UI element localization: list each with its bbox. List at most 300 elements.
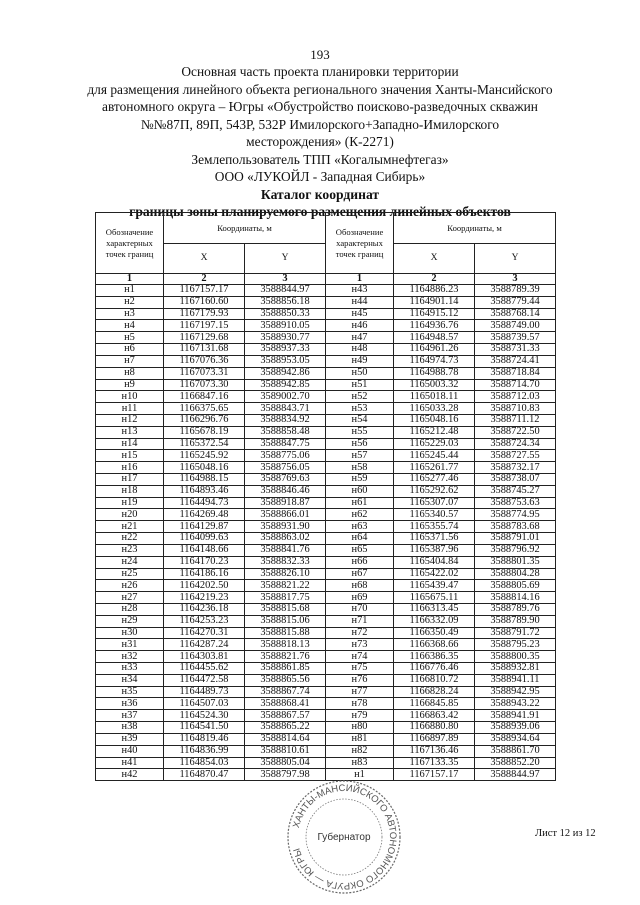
table-row (326, 757, 556, 769)
y-coordinate: 3588918.87 (245, 497, 326, 509)
table-row (326, 651, 556, 663)
x-coordinate: 1165355.74 (394, 521, 475, 533)
point-label-header: Обозначение характерных точек границ (96, 213, 164, 274)
point-label: н68 (326, 580, 394, 592)
x-coordinate: 1165018.11 (394, 391, 475, 403)
y-coordinate: 3588724.34 (475, 438, 556, 450)
y-coordinate: 3588775.06 (245, 450, 326, 462)
point-label: н60 (326, 485, 394, 497)
y-coordinate: 3588910.05 (245, 320, 326, 332)
y-coordinate: 3588867.57 (245, 710, 326, 722)
y-coordinate: 3588941.11 (475, 674, 556, 686)
y-coordinate: 3588800.35 (475, 651, 556, 663)
table-row (96, 674, 326, 686)
x-coordinate: 1167073.31 (164, 367, 245, 379)
point-label: н36 (96, 698, 164, 710)
header-line: Основная часть проекта планировки территории (181, 64, 459, 79)
point-label: н20 (96, 509, 164, 521)
table-row (326, 403, 556, 415)
y-coordinate: 3588756.05 (245, 462, 326, 474)
table-row (326, 296, 556, 308)
y-coordinate: 3588846.46 (245, 485, 326, 497)
table-row (96, 592, 326, 604)
point-label: н57 (326, 450, 394, 462)
x-coordinate: 1164202.50 (164, 580, 245, 592)
x-coordinate: 1166368.66 (394, 639, 475, 651)
x-coordinate: 1165371.56 (394, 533, 475, 545)
point-label: н23 (96, 544, 164, 556)
sheet-info: Лист 12 из 12 (535, 828, 596, 839)
y-coordinate: 3588826.10 (245, 568, 326, 580)
table-row (326, 426, 556, 438)
stamp-ring-text: ХАНТЫ-МАНСИЙСКОГО АВТОНОМНОГО ОКРУГА — ЮГРЫ (290, 782, 399, 892)
y-coordinate: 3588815.68 (245, 603, 326, 615)
x-header: X (394, 243, 475, 274)
y-coordinate: 3588714.70 (475, 379, 556, 391)
point-label: н54 (326, 414, 394, 426)
point-label: н44 (326, 296, 394, 308)
x-coordinate: 1165212.48 (394, 426, 475, 438)
y-coordinate: 3588724.41 (475, 355, 556, 367)
y-coordinate: 3588858.48 (245, 426, 326, 438)
y-coordinate: 3588805.04 (245, 757, 326, 769)
table-body-left (96, 285, 326, 781)
x-coordinate: 1166386.35 (394, 651, 475, 663)
y-coordinate: 3588804.28 (475, 568, 556, 580)
coordinates-table-right (325, 212, 556, 781)
y-coordinate: 3588861.85 (245, 663, 326, 675)
point-label-header: Обозначение характерных точек границ (326, 213, 394, 274)
y-coordinate: 3588738.07 (475, 474, 556, 486)
point-label: н9 (96, 379, 164, 391)
y-coordinate: 3588789.39 (475, 285, 556, 297)
x-coordinate: 1165372.54 (164, 438, 245, 450)
x-coordinate: 1164170.23 (164, 556, 245, 568)
point-label: н50 (326, 367, 394, 379)
table-row (96, 296, 326, 308)
x-coordinate: 1166845.85 (394, 698, 475, 710)
y-coordinate: 3588731.33 (475, 344, 556, 356)
table-row (326, 686, 556, 698)
y-coordinate: 3588941.91 (475, 710, 556, 722)
point-label: н70 (326, 603, 394, 615)
point-label: н38 (96, 722, 164, 734)
point-label: н6 (96, 344, 164, 356)
y-coordinate: 3588710.83 (475, 403, 556, 415)
header-line: №№87П, 89П, 543Р, 532Р Имилорского+Западно-Имилорского (140, 116, 500, 132)
coordinates-header: Координаты, м (164, 213, 326, 244)
table-row (326, 580, 556, 592)
table-row (326, 474, 556, 486)
point-label: н41 (96, 757, 164, 769)
x-coordinate: 1165048.16 (164, 462, 245, 474)
y-coordinate: 3588779.44 (475, 296, 556, 308)
table-row (326, 663, 556, 675)
point-label: н7 (96, 355, 164, 367)
point-label: н48 (326, 344, 394, 356)
y-coordinate: 3588937.33 (245, 344, 326, 356)
x-coordinate: 1166810.72 (394, 674, 475, 686)
y-coordinate: 3588739.57 (475, 332, 556, 344)
x-coordinate: 1164988.15 (164, 474, 245, 486)
point-label: н75 (326, 663, 394, 675)
point-label: н80 (326, 722, 394, 734)
point-label: н1 (326, 769, 394, 781)
column-number: 2 (164, 274, 245, 285)
x-coordinate: 1166296.76 (164, 414, 245, 426)
table-row (326, 521, 556, 533)
y-coordinate: 3588943.22 (475, 698, 556, 710)
point-label: н72 (326, 627, 394, 639)
y-coordinate: 3588852.20 (475, 757, 556, 769)
table-row (96, 320, 326, 332)
x-coordinate: 1164099.63 (164, 533, 245, 545)
table-row (96, 509, 326, 521)
table-body-right (326, 285, 556, 781)
x-coordinate: 1164269.48 (164, 509, 245, 521)
point-label: н42 (96, 769, 164, 781)
y-coordinate: 3588931.90 (245, 521, 326, 533)
column-number: 3 (245, 274, 326, 285)
point-label: н2 (96, 296, 164, 308)
x-coordinate: 1164524.30 (164, 710, 245, 722)
x-coordinate: 1165678.19 (164, 426, 245, 438)
point-label: н25 (96, 568, 164, 580)
point-label: н73 (326, 639, 394, 651)
x-coordinate: 1165003.32 (394, 379, 475, 391)
point-label: н1 (96, 285, 164, 297)
x-coordinate: 1164886.23 (394, 285, 475, 297)
table-row (96, 332, 326, 344)
x-coordinate: 1167136.46 (394, 745, 475, 757)
table-row (326, 355, 556, 367)
table-row (96, 521, 326, 533)
x-coordinate: 1164836.99 (164, 745, 245, 757)
x-header: X (164, 243, 245, 274)
y-coordinate: 3588817.75 (245, 592, 326, 604)
x-coordinate: 1167157.17 (394, 769, 475, 781)
point-label: н35 (96, 686, 164, 698)
column-number: 1 (326, 274, 394, 285)
table-row (96, 710, 326, 722)
header-line: Землепользователь ТПП «Когалымнефтегаз» (191, 151, 449, 167)
x-coordinate: 1164186.16 (164, 568, 245, 580)
y-coordinate: 3588867.74 (245, 686, 326, 698)
point-label: н31 (96, 639, 164, 651)
y-coordinate: 3588801.35 (475, 556, 556, 568)
x-coordinate: 1165292.62 (394, 485, 475, 497)
table-row (326, 367, 556, 379)
table-row (96, 580, 326, 592)
x-coordinate: 1166776.46 (394, 663, 475, 675)
x-coordinate: 1166332.09 (394, 615, 475, 627)
y-coordinate: 3588711.12 (475, 414, 556, 426)
x-coordinate: 1165675.11 (394, 592, 475, 604)
table-row (96, 367, 326, 379)
y-coordinate: 3588768.14 (475, 308, 556, 320)
table-row (326, 344, 556, 356)
y-coordinate: 3588796.92 (475, 544, 556, 556)
point-label: н61 (326, 497, 394, 509)
point-label: н53 (326, 403, 394, 415)
point-label: н3 (96, 308, 164, 320)
x-coordinate: 1167076.36 (164, 355, 245, 367)
table-row (326, 485, 556, 497)
table-row (96, 556, 326, 568)
table-row (326, 320, 556, 332)
y-coordinate: 3588769.63 (245, 474, 326, 486)
x-coordinate: 1164129.87 (164, 521, 245, 533)
point-label: н66 (326, 556, 394, 568)
y-coordinate: 3588861.70 (475, 745, 556, 757)
y-coordinate: 3588847.75 (245, 438, 326, 450)
point-label: н71 (326, 615, 394, 627)
table-row (326, 592, 556, 604)
point-label: н64 (326, 533, 394, 545)
point-label: н51 (326, 379, 394, 391)
table-row (326, 615, 556, 627)
y-coordinate: 3588932.81 (475, 663, 556, 675)
point-label: н83 (326, 757, 394, 769)
y-coordinate: 3588942.86 (245, 367, 326, 379)
point-label: н43 (326, 285, 394, 297)
y-coordinate: 3588774.95 (475, 509, 556, 521)
point-label: н19 (96, 497, 164, 509)
x-coordinate: 1167160.60 (164, 296, 245, 308)
table-row (96, 344, 326, 356)
table-row (326, 379, 556, 391)
y-header: Y (475, 243, 556, 274)
x-coordinate: 1164287.24 (164, 639, 245, 651)
table-row (96, 698, 326, 710)
point-label: н32 (96, 651, 164, 663)
x-coordinate: 1164961.26 (394, 344, 475, 356)
y-coordinate: 3588791.72 (475, 627, 556, 639)
y-coordinate: 3588930.77 (245, 332, 326, 344)
point-label: н78 (326, 698, 394, 710)
point-label: н29 (96, 615, 164, 627)
y-coordinate: 3588844.97 (475, 769, 556, 781)
table-row (96, 285, 326, 297)
coordinates-header: Координаты, м (394, 213, 556, 244)
table-row (96, 497, 326, 509)
x-coordinate: 1164507.03 (164, 698, 245, 710)
x-coordinate: 1164974.73 (394, 355, 475, 367)
table-row (96, 485, 326, 497)
point-label: н81 (326, 733, 394, 745)
table-row (96, 308, 326, 320)
point-label: н14 (96, 438, 164, 450)
y-coordinate: 3588753.63 (475, 497, 556, 509)
point-label: н8 (96, 367, 164, 379)
point-label: н47 (326, 332, 394, 344)
y-coordinate: 3588789.76 (475, 603, 556, 615)
y-coordinate: 3588722.50 (475, 426, 556, 438)
table-row (96, 426, 326, 438)
x-coordinate: 1164936.76 (394, 320, 475, 332)
x-coordinate: 1164948.57 (394, 332, 475, 344)
x-coordinate: 1166375.65 (164, 403, 245, 415)
y-coordinate: 3588865.56 (245, 674, 326, 686)
point-label: н52 (326, 391, 394, 403)
y-coordinate: 3588834.92 (245, 414, 326, 426)
y-coordinate: 3588810.61 (245, 745, 326, 757)
table-row (326, 509, 556, 521)
x-coordinate: 1164915.12 (394, 308, 475, 320)
y-coordinate: 3588814.16 (475, 592, 556, 604)
x-coordinate: 1164541.50 (164, 722, 245, 734)
x-coordinate: 1165261.77 (394, 462, 475, 474)
header-line: для размещения линейного объекта регионального значения Ханты-Мансийского (87, 81, 553, 97)
table-row (96, 745, 326, 757)
header-line: ООО «ЛУКОЙЛ - Западная Сибирь» (214, 169, 426, 184)
table-row (96, 391, 326, 403)
x-coordinate: 1164489.73 (164, 686, 245, 698)
coordinates-table-left (95, 212, 326, 781)
table-row (96, 450, 326, 462)
y-coordinate: 3588789.90 (475, 615, 556, 627)
point-label: н15 (96, 450, 164, 462)
table-row (326, 733, 556, 745)
point-label: н4 (96, 320, 164, 332)
y-coordinate: 3588934.64 (475, 733, 556, 745)
table-row (96, 733, 326, 745)
table-row (326, 603, 556, 615)
point-label: н58 (326, 462, 394, 474)
y-coordinate: 3588866.01 (245, 509, 326, 521)
point-label: н13 (96, 426, 164, 438)
y-coordinate: 3588805.69 (475, 580, 556, 592)
point-label: н24 (96, 556, 164, 568)
x-coordinate: 1165277.46 (394, 474, 475, 486)
table-row (326, 556, 556, 568)
table-row (96, 403, 326, 415)
table-row (96, 414, 326, 426)
table-row (96, 533, 326, 545)
y-coordinate: 3588942.85 (245, 379, 326, 391)
point-label: н22 (96, 533, 164, 545)
y-coordinate: 3588850.33 (245, 308, 326, 320)
x-coordinate: 1167131.68 (164, 344, 245, 356)
point-label: н27 (96, 592, 164, 604)
table-row (96, 355, 326, 367)
point-label: н55 (326, 426, 394, 438)
table-row (326, 710, 556, 722)
x-coordinate: 1165245.92 (164, 450, 245, 462)
x-coordinate: 1165033.28 (394, 403, 475, 415)
x-coordinate: 1164494.73 (164, 497, 245, 509)
x-coordinate: 1166897.89 (394, 733, 475, 745)
y-coordinate: 3588797.98 (245, 769, 326, 781)
table-row (96, 544, 326, 556)
y-coordinate: 3588749.00 (475, 320, 556, 332)
table-row (326, 497, 556, 509)
table-row (326, 674, 556, 686)
table-row (326, 285, 556, 297)
point-label: н49 (326, 355, 394, 367)
x-coordinate: 1164455.62 (164, 663, 245, 675)
point-label: н77 (326, 686, 394, 698)
x-coordinate: 1164253.23 (164, 615, 245, 627)
table-row (326, 450, 556, 462)
table-row (96, 639, 326, 651)
column-number: 1 (96, 274, 164, 285)
table-row (96, 568, 326, 580)
point-label: н33 (96, 663, 164, 675)
x-coordinate: 1167197.15 (164, 320, 245, 332)
x-coordinate: 1164303.81 (164, 651, 245, 663)
page-number: 193 (310, 47, 330, 62)
document-header (60, 63, 580, 221)
y-coordinate: 3588815.06 (245, 615, 326, 627)
y-coordinate: 3588815.88 (245, 627, 326, 639)
column-number: 2 (394, 274, 475, 285)
y-coordinate: 3588863.02 (245, 533, 326, 545)
y-coordinate: 3588718.84 (475, 367, 556, 379)
table-row (326, 462, 556, 474)
y-coordinate: 3588795.23 (475, 639, 556, 651)
x-coordinate: 1164472.58 (164, 674, 245, 686)
x-coordinate: 1165404.84 (394, 556, 475, 568)
point-label: н67 (326, 568, 394, 580)
y-coordinate: 3588818.13 (245, 639, 326, 651)
y-coordinate: 3589002.70 (245, 391, 326, 403)
x-coordinate: 1167129.68 (164, 332, 245, 344)
point-label: н34 (96, 674, 164, 686)
table-row (326, 639, 556, 651)
y-coordinate: 3588727.55 (475, 450, 556, 462)
point-label: н46 (326, 320, 394, 332)
x-coordinate: 1166828.24 (394, 686, 475, 698)
x-coordinate: 1164236.18 (164, 603, 245, 615)
table-row (326, 568, 556, 580)
table-row (326, 533, 556, 545)
x-coordinate: 1164854.03 (164, 757, 245, 769)
point-label: н62 (326, 509, 394, 521)
coordinates-tables (95, 212, 554, 780)
x-coordinate: 1164988.78 (394, 367, 475, 379)
y-coordinate: 3588821.76 (245, 651, 326, 663)
table-row (96, 651, 326, 663)
point-label: н63 (326, 521, 394, 533)
x-coordinate: 1166863.42 (394, 710, 475, 722)
point-label: н28 (96, 603, 164, 615)
y-coordinate: 3588745.27 (475, 485, 556, 497)
table-row (96, 603, 326, 615)
table-row (96, 663, 326, 675)
y-coordinate: 3588712.03 (475, 391, 556, 403)
table-row (96, 462, 326, 474)
x-coordinate: 1165048.16 (394, 414, 475, 426)
y-coordinate: 3588841.76 (245, 544, 326, 556)
table-row (96, 474, 326, 486)
table-row (96, 615, 326, 627)
x-coordinate: 1164270.31 (164, 627, 245, 639)
point-label: н76 (326, 674, 394, 686)
x-coordinate: 1165340.57 (394, 509, 475, 521)
y-coordinate: 3588814.64 (245, 733, 326, 745)
x-coordinate: 1166847.16 (164, 391, 245, 403)
catalog-subtitle: границы зоны планируемого размещения линейных объектов (129, 204, 511, 219)
x-coordinate: 1164893.46 (164, 485, 245, 497)
point-label: н69 (326, 592, 394, 604)
point-label: н21 (96, 521, 164, 533)
column-number: 3 (475, 274, 556, 285)
y-coordinate: 3588783.68 (475, 521, 556, 533)
y-coordinate: 3588732.17 (475, 462, 556, 474)
x-coordinate: 1166880.80 (394, 722, 475, 734)
x-coordinate: 1164219.23 (164, 592, 245, 604)
